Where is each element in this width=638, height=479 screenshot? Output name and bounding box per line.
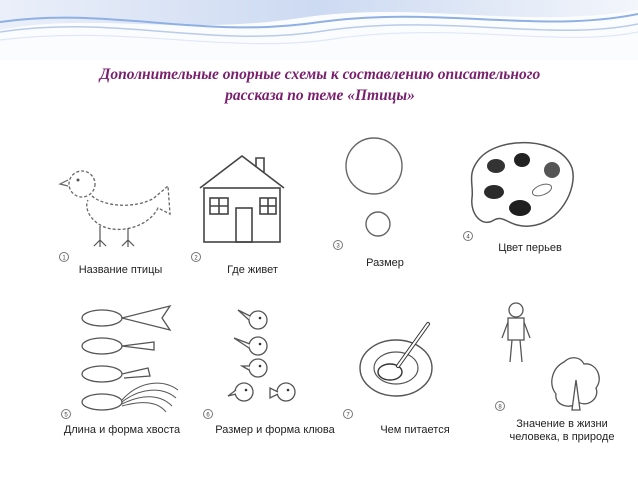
caption-significance-line-1: Значение в жизни [516, 418, 608, 430]
card-tail [58, 298, 188, 423]
caption-feather-color: Цвет перьев [498, 242, 562, 254]
house-icon [190, 128, 315, 268]
card-feather-color [460, 128, 585, 248]
caption-food: Чем питается [380, 424, 450, 436]
caption-size: Размер [366, 257, 404, 269]
card-number: 6 [206, 412, 210, 419]
card-habitat [190, 128, 315, 268]
palette-icon [460, 128, 585, 248]
tail-shapes-icon [58, 298, 188, 423]
card-significance [492, 298, 617, 413]
caption-significance [496, 418, 628, 444]
header-wave-graphic [0, 0, 638, 60]
caption-bird-name: Название птицы [78, 264, 163, 276]
card-bird-name [58, 128, 183, 268]
page-title [40, 64, 600, 106]
title-line-2: рассказа по теме «Птицы» [225, 87, 415, 104]
card-food [340, 298, 465, 423]
card-size [330, 128, 455, 268]
card-number: 2 [194, 255, 198, 262]
size-circles-icon [330, 128, 455, 268]
caption-beak: Размер и форма клюва [215, 424, 335, 436]
spoon-bowl-icon [340, 298, 465, 423]
bird-outline-icon [58, 128, 183, 268]
card-beak [200, 298, 330, 423]
caption-tail: Длина и форма хвоста [63, 424, 181, 436]
title-line-1: Дополнительные опорные схемы к составлению описательного [99, 66, 541, 83]
caption-habitat: Где живет [227, 264, 278, 276]
card-number: 3 [336, 243, 340, 250]
card-number: 7 [346, 412, 350, 419]
header-decoration [0, 0, 638, 60]
beak-shapes-icon [200, 298, 330, 423]
card-number: 4 [466, 234, 470, 241]
person-tree-icon [492, 298, 617, 413]
card-number: 8 [498, 404, 502, 411]
card-number: 5 [64, 412, 68, 419]
caption-significance-line-2: человека, в природе [509, 431, 615, 443]
card-number: 1 [62, 255, 66, 262]
